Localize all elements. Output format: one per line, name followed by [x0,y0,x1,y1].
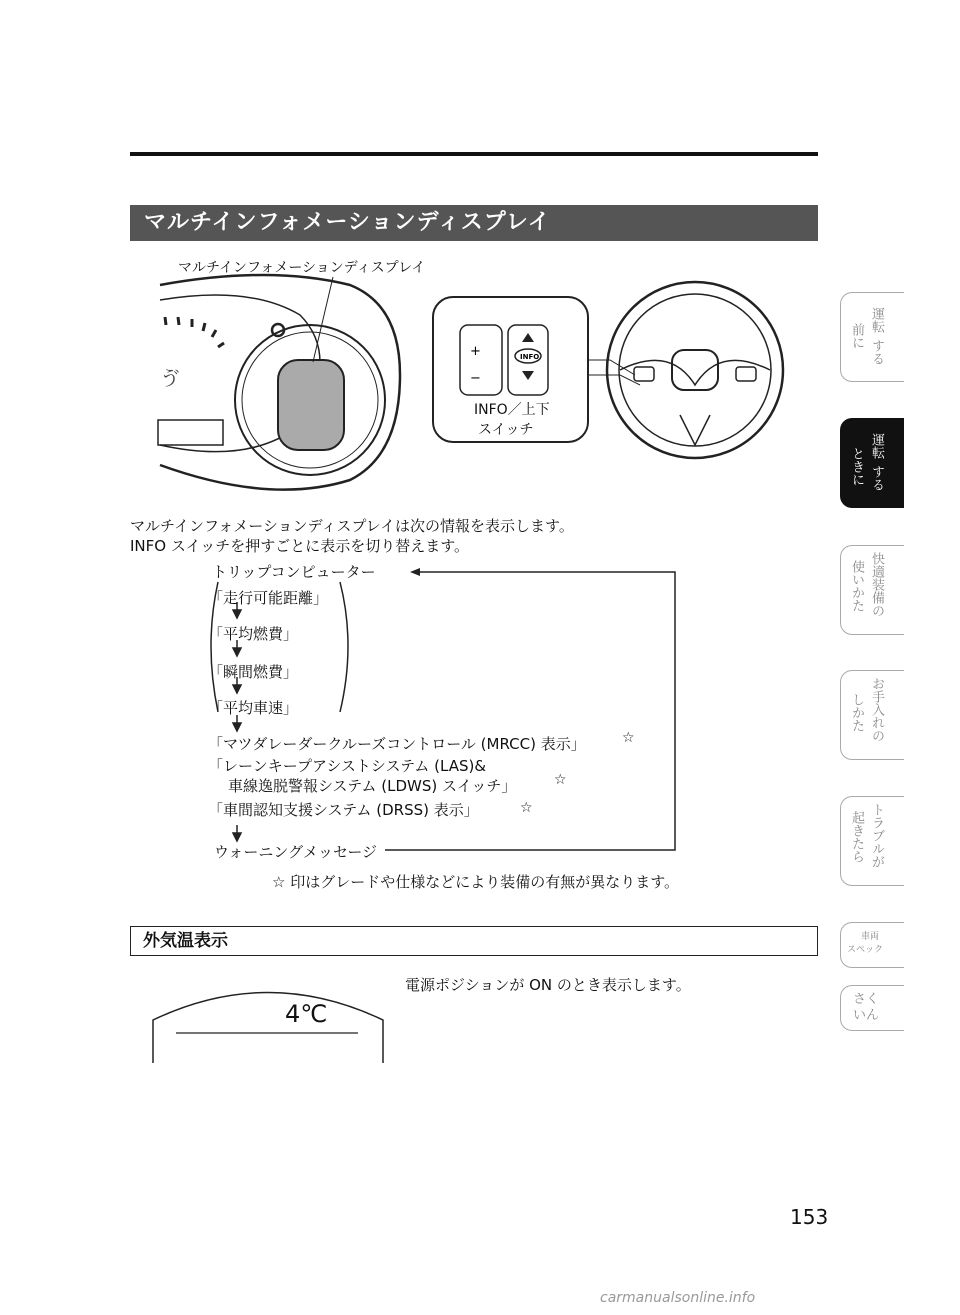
star-mark: ☆ [622,730,635,746]
svg-text:−: − [470,371,481,386]
flow-item: 「平均車速」 [208,699,299,717]
star-note: ☆ 印はグレードや仕様などにより装備の有無が異なります。 [272,873,680,891]
outside-temp-title: 外気温表示 [130,926,818,956]
side-tab-troubleshooting[interactable]: トラブルが 起きたら [840,796,904,886]
cluster-illustration [150,255,790,500]
flow-las-line2: 車線逸脱警報システム (LDWS) スイッチ」 [228,777,517,795]
svg-text:ゔ: ゔ [160,366,180,390]
flow-las-line1: 「レーンキープアシストシステム (LAS)& [208,757,487,775]
star-mark: ☆ [520,800,533,816]
side-tab-before-driving[interactable]: 運転 前に する [840,292,904,382]
flow-mrcc: 「マツダレーダークルーズコントロール (MRCC) 表示」 [208,735,586,753]
intro-line2: INFO スイッチを押すごとに表示を切り替えます。 [130,537,470,555]
flow-item: 「走行可能距離」 [208,589,329,607]
flow-item: 「平均燃費」 [208,625,299,643]
side-tab-index[interactable]: さく いん [840,985,904,1031]
temp-display-illustration [148,975,388,1065]
switch-callout-line1: INFO／上下 [474,402,550,418]
display-callout: マルチインフォメーションディスプレイ [178,260,426,276]
page-number: 153 [790,1205,829,1229]
flow-trip-computer: トリップコンピューター [212,563,376,581]
star-mark: ☆ [554,772,567,788]
outside-temp-description: 電源ポジションが ON のとき表示します。 [405,976,691,994]
top-rule [130,152,818,156]
svg-text:+: + [470,344,481,359]
flow-item: 「瞬間燃費」 [208,663,299,681]
side-tab-specifications[interactable]: 車両 スペック [840,922,904,968]
section-title: マルチインフォメーションディスプレイ [130,205,818,241]
watermark: carmanualsonline.info [600,1290,756,1306]
info-button-label: INFO [520,353,540,361]
flow-warning: ウォーニングメッセージ [214,843,378,861]
side-tab-maintenance[interactable]: お手入れの しかた [840,670,904,760]
switch-callout-line2: スイッチ [478,422,534,438]
temp-reading: 4℃ [285,1000,328,1028]
intro-line1: マルチインフォメーションディスプレイは次の情報を表示します。 [130,517,574,535]
side-tab-while-driving[interactable]: 運転 ときに する [840,418,904,508]
side-tab-comfort-equipment[interactable]: 快適装備の 使いかた [840,545,904,635]
flow-drss: 「車間認知支援システム (DRSS) 表示」 [208,801,479,819]
